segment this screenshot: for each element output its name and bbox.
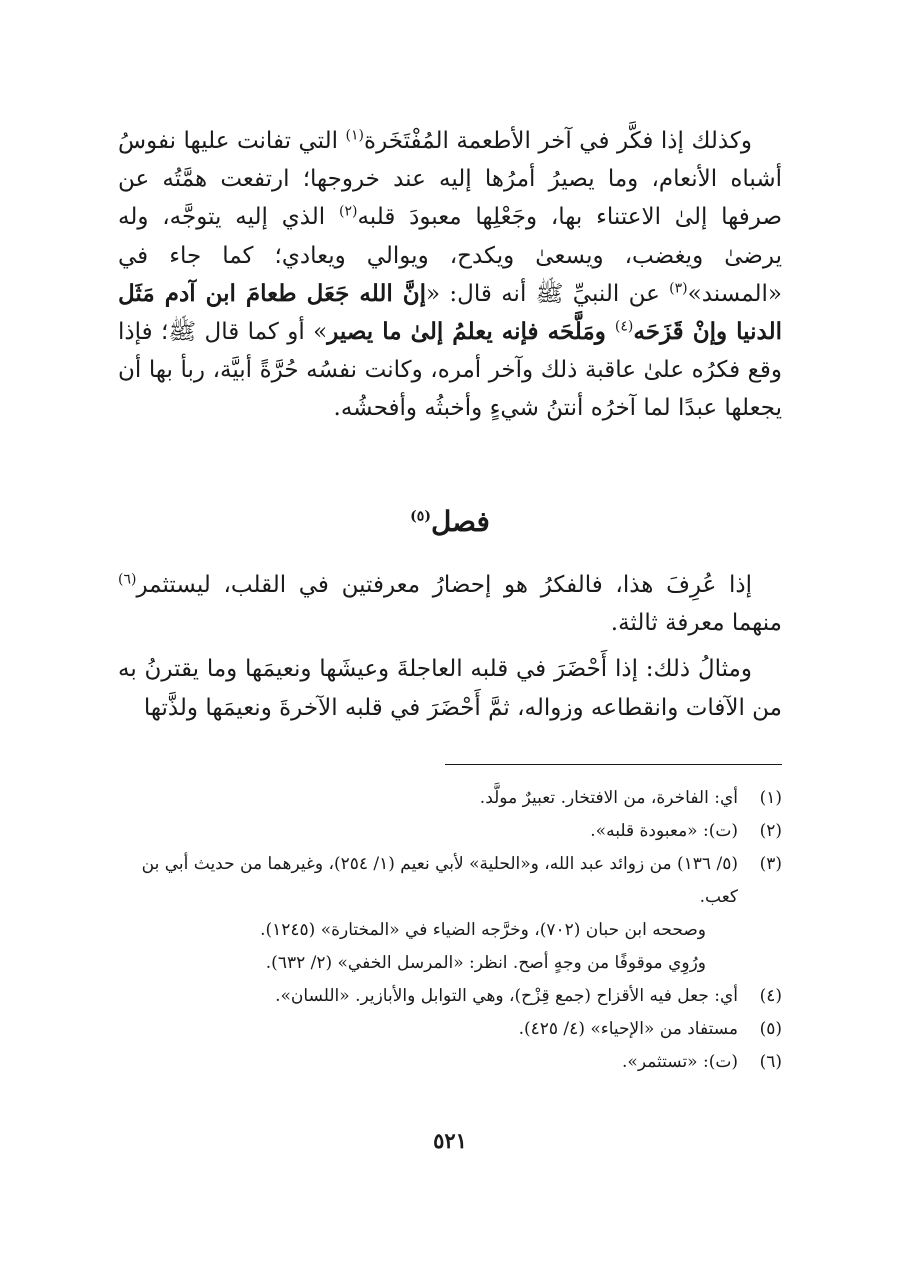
footnote-number: (٢)	[759, 821, 782, 841]
text-run: ومثالُ ذلك: إذا أَحْضَرَ في قلبه العاجلةَ وعيشَها ونعيمَها وما يقترنُ به من الآفات وانقطاعه وزواله، ثمَّ أَحْضَرَ في قلبه الآخرةَ ونعيمَها ولذَّتها	[118, 656, 782, 721]
text-run: إذا عُرِفَ هذا، فالفكرُ هو إحضارُ معرفتين في القلب، ليستثمر	[136, 572, 752, 598]
footnote	[118, 815, 782, 848]
footnote	[118, 1013, 782, 1046]
footnote-number: (٥)	[759, 1019, 782, 1039]
text-run: الذي إليه يتوجَّه، وله يرضىٰ ويغضب، ويسعىٰ ويكدح، ويوالي ويعادي؛ كما جاء في «المسند»	[118, 204, 782, 307]
text-run: » أو كما قال ﷺ؛ فإذا وقع فكرُه علىٰ عاقبة ذلك وآخر أمره، وكانت نفسُه حُرَّةً أبيَّة، ربأ بها أن يجعلها عبدًا لما آخرُه أنتنُ شيءٍ وأخبثُه وأفحشُه.	[118, 319, 782, 422]
footnote-ref-5[interactable]: (٥)	[410, 508, 431, 525]
text-run: منهما معرفة ثالثة.	[610, 610, 782, 637]
footnote-number: (١)	[759, 788, 782, 808]
footnote-continuation	[118, 947, 782, 980]
paragraph-3	[118, 650, 782, 726]
footnote-text: (ت): «معبودة قلبه».	[590, 821, 738, 841]
footnote-separator	[445, 764, 782, 765]
paragraph-1	[118, 122, 782, 428]
hadith-quote: ومَلَّحَه فإنه يعلمُ إلىٰ ما يصير	[327, 318, 615, 346]
footnote-text: وصححه ابن حبان (٧٠٢)، وخرَّجه الضياء في «المختارة» (١٢٤٥).	[260, 920, 706, 940]
footnote-ref-4[interactable]: (٤)	[614, 318, 634, 335]
footnote	[118, 782, 782, 815]
footnote	[118, 848, 782, 914]
footnote-ref-2[interactable]: (٢)	[338, 203, 358, 220]
page-number: ٥٢١	[433, 1128, 467, 1153]
section-text	[118, 566, 782, 735]
footnote-text: مستفاد من «الإحياء» (٤/ ٤٢٥).	[518, 1019, 738, 1039]
footnote-text: (ت): «تستثمر».	[622, 1052, 738, 1072]
section-heading	[0, 497, 900, 547]
footnote-text: (٥/ ١٣٦) من زوائد عبد الله، و«الحلية» لأبي نعيم (١/ ٢٥٤)، وغيرهما من حديث أبي بن كعب.	[141, 854, 738, 907]
footnote-text: أي: جعل فيه الأقزاح (جمع قِزْح)، وهي التوابل والأبازير. «اللسان».	[275, 986, 738, 1006]
footnote-number: (٤)	[759, 986, 782, 1006]
text-run: وكذلك إذا فكَّر في آخر الأطعمة المُفْتَخَرة	[364, 128, 752, 154]
footnote	[118, 1046, 782, 1079]
footnote-ref-1[interactable]: (١)	[345, 127, 365, 144]
footnote-number: (٦)	[759, 1052, 782, 1072]
footnotes	[118, 782, 782, 1079]
hadith-quote: إنَّ الله جَعَل طعامَ ابن آدم مَثَل الدنيا وإنْ قَزَحَه	[118, 279, 782, 346]
text-run: عن النبيِّ ﷺ أنه قال: «	[426, 280, 670, 307]
footnote-text: أي: الفاخرة، من الافتخار. تعبيرٌ مولَّد.	[479, 788, 738, 808]
footnote-ref-6[interactable]: (٦)	[118, 571, 137, 588]
footnote-continuation	[118, 914, 782, 947]
text-run: التي تفانت عليها نفوسُ أشباه الأنعام، وما يصيرُ أمرُها إليه عند خروجها؛ ارتفعت همَّتُه عن صرفها إلىٰ الاعتناء بها، وجَعْلِها معبودَ قلبه	[118, 128, 783, 231]
main-text	[118, 122, 782, 428]
footnote-text: ورُوِي موقوفًا من وجهٍ أصح. انظر: «المرسل الخفي» (٢/ ٦٣٢).	[265, 953, 706, 973]
footnote-ref-3[interactable]: (٣)	[669, 280, 688, 297]
heading-text: فصل	[430, 505, 490, 538]
paragraph-2	[118, 566, 782, 642]
footnote-number: (٣)	[759, 854, 782, 874]
footnote	[118, 980, 782, 1013]
